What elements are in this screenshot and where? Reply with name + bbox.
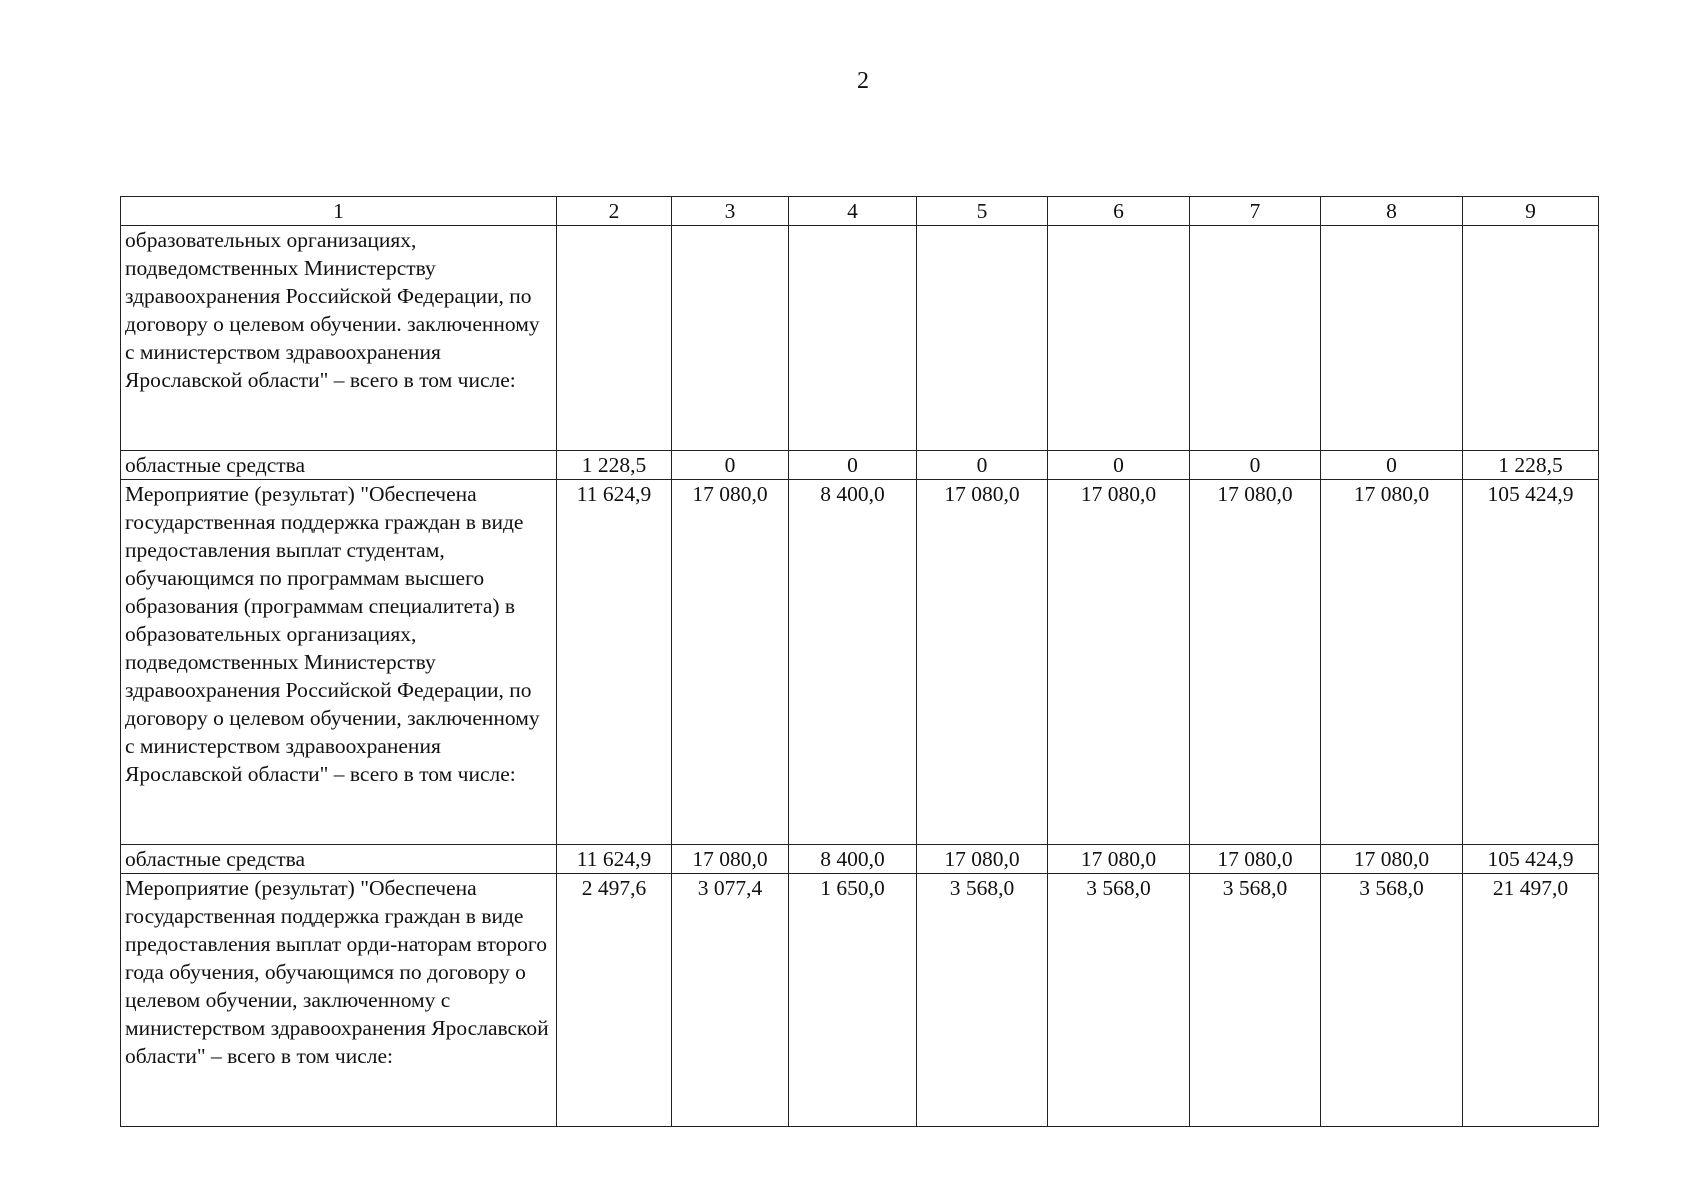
cell-value [1321,226,1463,451]
column-header: 3 [672,197,789,226]
cell-value: 11 624,9 [557,480,672,845]
cell-value: 2 497,6 [557,874,672,1127]
cell-value: 17 080,0 [1321,480,1463,845]
cell-value [1190,226,1321,451]
page-number: 2 [857,68,869,94]
table-row [121,480,1599,845]
row-description: областные средства [121,845,557,874]
cell-value: 0 [1190,451,1321,480]
column-header: 4 [789,197,917,226]
cell-value: 0 [1321,451,1463,480]
cell-value: 0 [789,451,917,480]
row-description: образовательных организациях, подведомственных Министерству здравоохранения Российской Федерации, по договору о целевом обучении. заключенному с министерством здравоохранения Ярославской области" – всего в том числе: [121,226,557,451]
table-row [121,451,1599,480]
table-row [121,845,1599,874]
cell-value: 3 568,0 [1190,874,1321,1127]
cell-value: 1 228,5 [557,451,672,480]
cell-value: 21 497,0 [1463,874,1599,1127]
cell-value: 105 424,9 [1463,480,1599,845]
column-header: 2 [557,197,672,226]
column-header: 8 [1321,197,1463,226]
cell-value: 0 [1048,451,1190,480]
row-description: Мероприятие (результат) "Обеспечена государственная поддержка граждан в виде предоставления выплат орди-наторам второго года обучения, обучающимся по договору о целевом обучении, заключенному с министерством здравоохранения Ярославской области" – всего в том числе: [121,874,557,1127]
cell-value: 0 [672,451,789,480]
cell-value: 17 080,0 [1190,845,1321,874]
cell-value: 3 568,0 [1048,874,1190,1127]
cell-value: 17 080,0 [1321,845,1463,874]
column-header: 9 [1463,197,1599,226]
cell-value: 3 077,4 [672,874,789,1127]
column-header: 6 [1048,197,1190,226]
cell-value: 17 080,0 [672,845,789,874]
cell-value [1048,226,1190,451]
cell-value [789,226,917,451]
cell-value [557,226,672,451]
cell-value: 17 080,0 [1048,480,1190,845]
column-header: 5 [917,197,1048,226]
table-row [121,226,1599,451]
cell-value: 8 400,0 [789,845,917,874]
cell-value: 17 080,0 [1048,845,1190,874]
cell-value: 17 080,0 [917,845,1048,874]
column-header: 7 [1190,197,1321,226]
cell-value: 1 228,5 [1463,451,1599,480]
column-header: 1 [121,197,557,226]
cell-value [1463,226,1599,451]
cell-value [672,226,789,451]
cell-value: 0 [917,451,1048,480]
cell-value: 8 400,0 [789,480,917,845]
cell-value: 17 080,0 [917,480,1048,845]
cell-value: 17 080,0 [672,480,789,845]
budget-table [120,196,1599,1127]
cell-value: 1 650,0 [789,874,917,1127]
row-description: Мероприятие (результат) "Обеспечена государственная поддержка граждан в виде предоставления выплат студентам, обучающимся по программам высшего образования (программам специалитета) в образовательных организациях, подведомственных Министерству здравоохранения Российской Федерации, по договору о целевом обучении, заключенному с министерством здравоохранения Ярославской области" – всего в том числе: [121,480,557,845]
table-header-row [121,197,1599,226]
cell-value [917,226,1048,451]
cell-value: 3 568,0 [917,874,1048,1127]
row-description: областные средства [121,451,557,480]
cell-value: 11 624,9 [557,845,672,874]
cell-value: 17 080,0 [1190,480,1321,845]
table-row [121,874,1599,1127]
cell-value: 3 568,0 [1321,874,1463,1127]
cell-value: 105 424,9 [1463,845,1599,874]
